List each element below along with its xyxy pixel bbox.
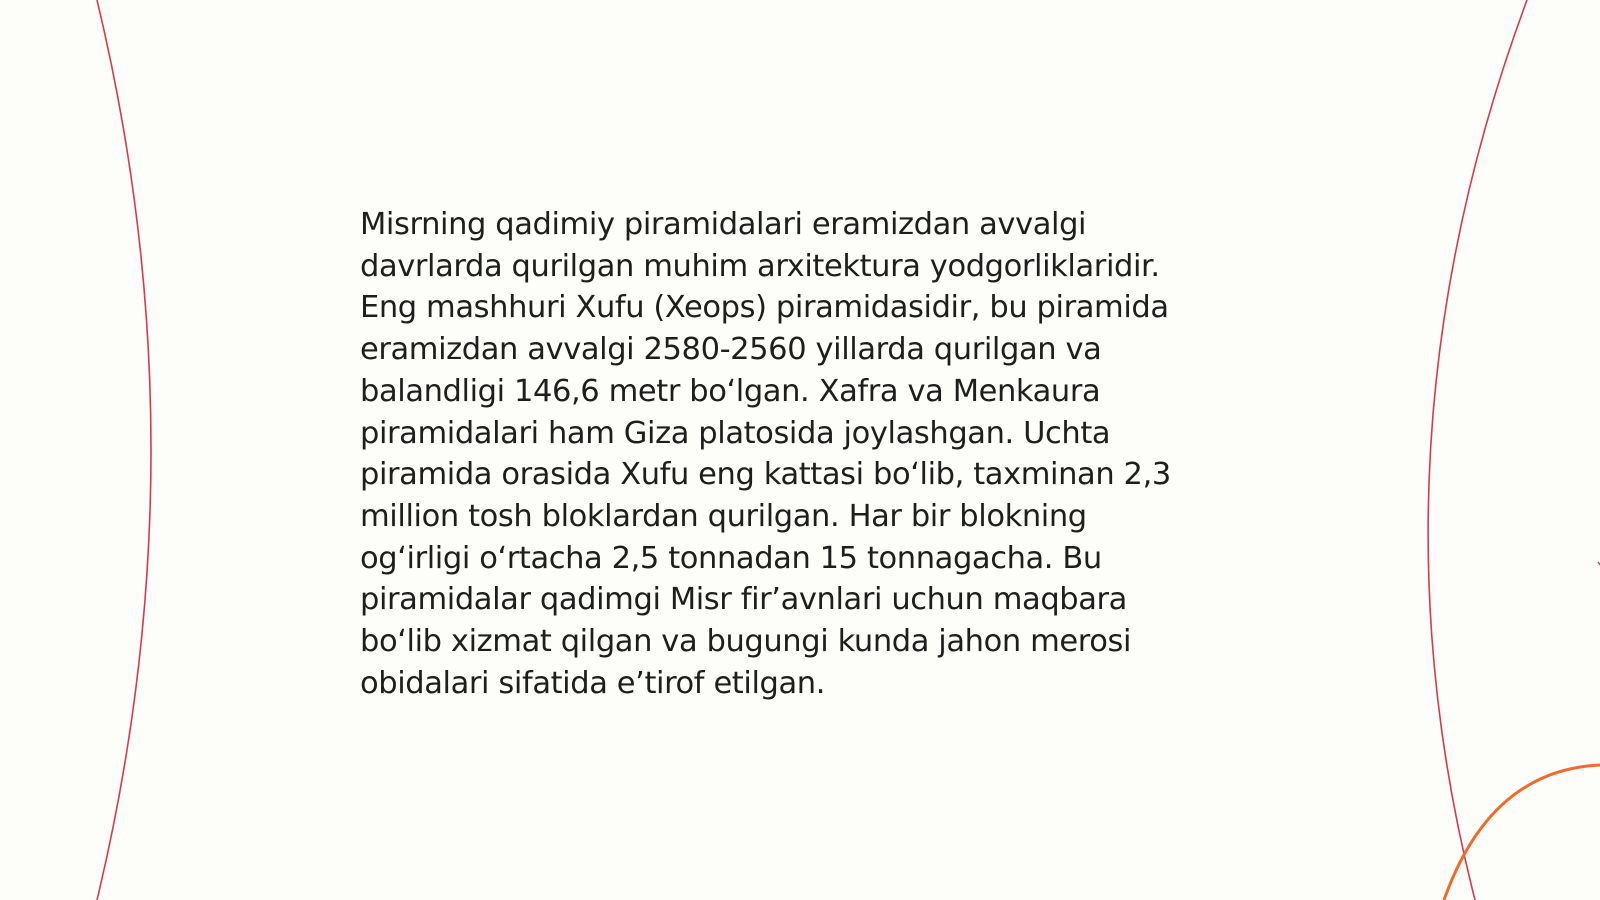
body-text: Misrning qadimiy piramidalari eramizdan avvalgi davrlarda qurilgan muhim arxitektura yodgorliklaridir. Eng mashhuri Xufu (Xeops) piramidasidir, bu piramida eramizdan avvalgi 2580-2560 yillarda qurilgan va balandligi 146,6 metr bo‘lgan. Xafra va Menkaura piramidalari ham Giza platosida joylashgan. Uchta piramida orasida Xufu eng kattasi bo‘lib, taxminan 2,3 million tosh bloklardan qurilgan. Har bir blokning og‘irligi o‘rtacha 2,5 tonnadan 15 tonnagacha. Bu piramidalar qadimgi Misr fir’avnlari uchun maqbara bo‘lib xizmat qilgan va bugungi kunda jahon merosi obidalari sifatida e’tirof etilgan. [360,207,1171,701]
left-curve-line [97,0,151,900]
bottom-right-arc [1444,765,1600,900]
right-curve-line [1428,0,1527,900]
